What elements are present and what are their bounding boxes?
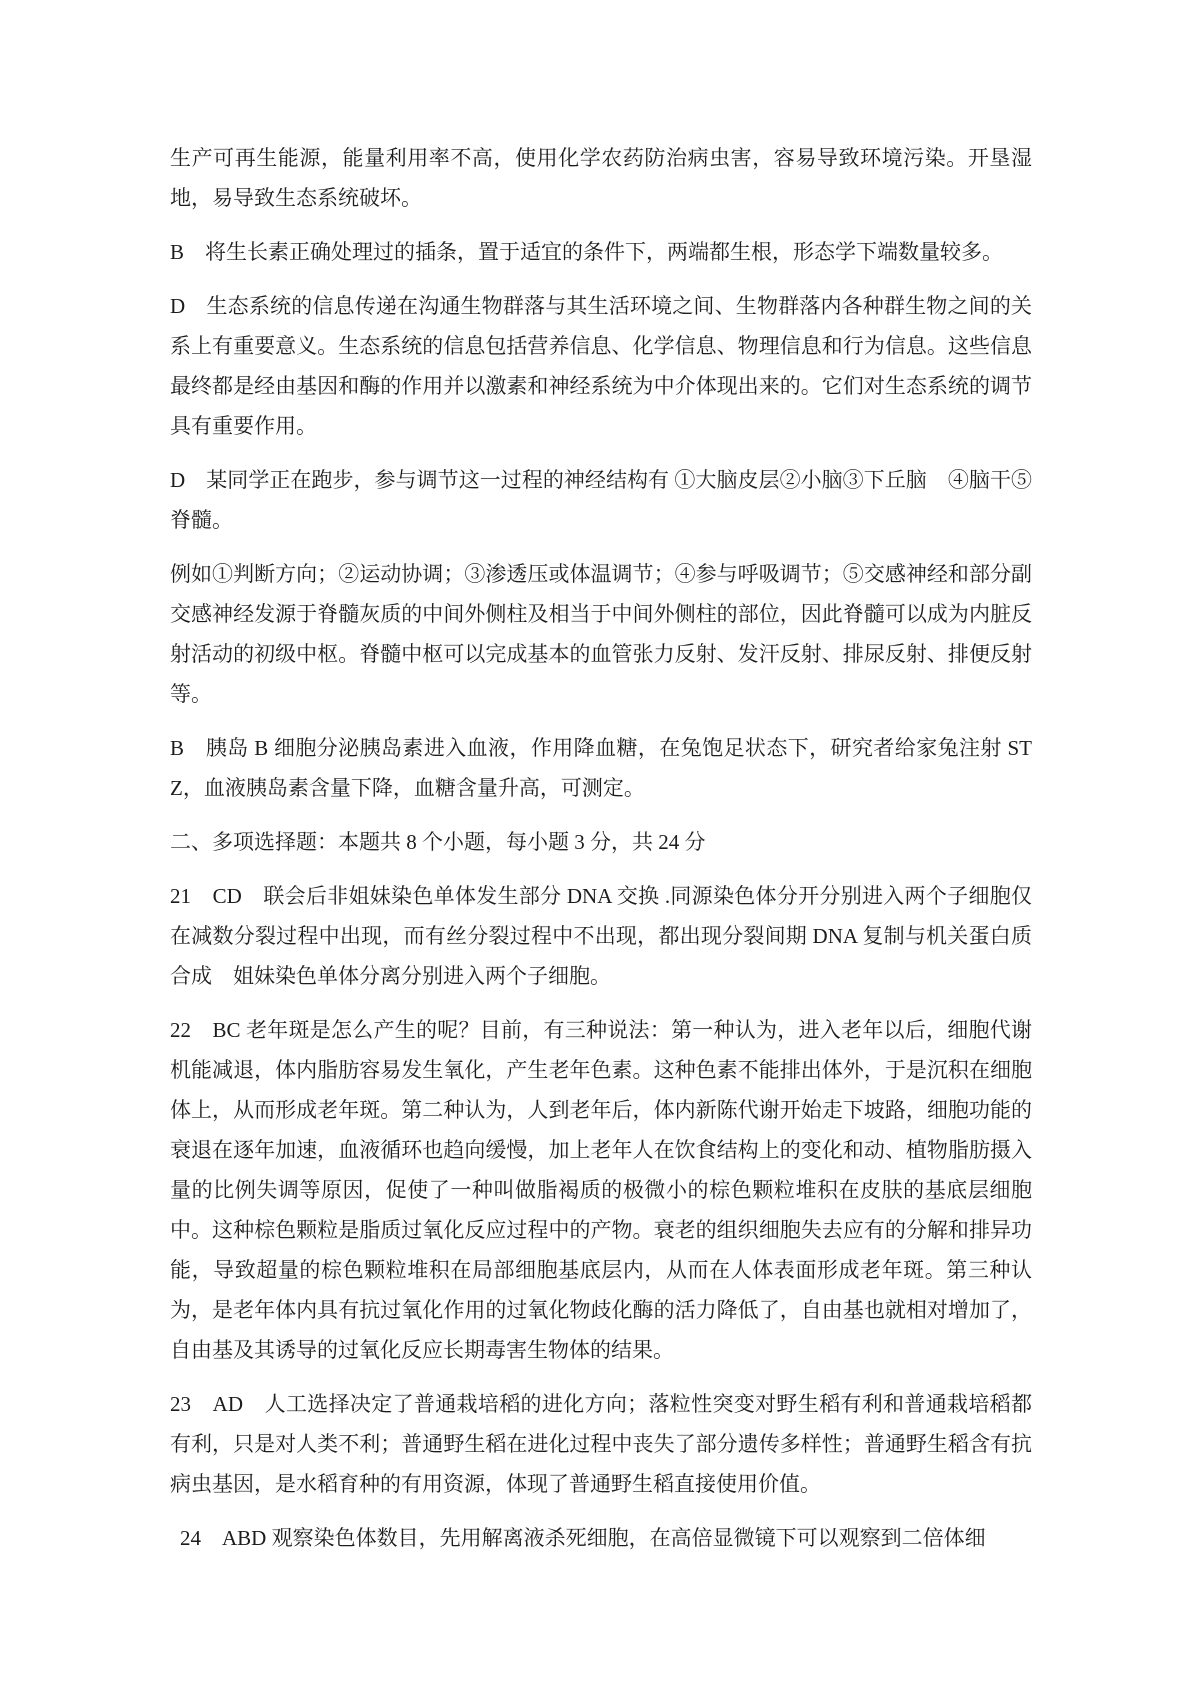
document-body bbox=[170, 138, 1032, 1558]
paragraph-renewable-energy: 生产可再生能源，能量利用率不高，使用化学农药防治病虫害，容易导致环境污染。开垦湿地，易导致生态系统破坏。 bbox=[170, 146, 1032, 210]
paragraph-answer-d-running-neural-structures: D 某同学正在跑步，参与调节这一过程的神经结构有 ①大脑皮层②小脑③下丘脑 ④脑干⑤脊髓。 bbox=[170, 468, 1032, 532]
paragraph-question-21-cd: 21 CD 联会后非姐妹染色单体发生部分 DNA 交换 .同源染色体分开分别进入两个子细胞仅在减数分裂过程中出现，而有丝分裂过程中不出现，都出现分裂间期 DNA 复制与机关蛋白质合成 姐妹染色单体分离分别进入两个子细胞。 bbox=[170, 884, 1032, 988]
paragraph-question-24-abd-chromosome-count: 24 ABD 观察染色体数目，先用解离液杀死细胞，在高倍显微镜下可以观察到二倍体细 bbox=[180, 1526, 986, 1550]
paragraph-answer-d-ecosystem-information: D 生态系统的信息传递在沟通生物群落与其生活环境之间、生物群落内各种群生物之间的关系上有重要意义。生态系统的信息包括营养信息、化学信息、物理信息和行为信息。这些信息最终都是经由基因和酶的作用并以激素和神经系统为中介体现出来的。它们对生态系统的调节具有重要作用。 bbox=[170, 294, 1032, 438]
paragraph-note-spinal-cord-functions: 例如①判断方向；②运动协调；③渗透压或体温调节；④参与呼吸调节；⑤交感神经和部分副交感神经发源于脊髓灰质的中间外侧柱及相当于中间外侧柱的部位，因此脊髓可以成为内脏反射活动的初级中枢。脊髓中枢可以完成基本的血管张力反射、发汗反射、排尿反射、排便反射等。 bbox=[170, 562, 1032, 706]
section-heading-multiple-choice: 二、多项选择题：本题共 8 个小题，每小题 3 分，共 24 分 bbox=[170, 830, 706, 854]
paragraph-answer-b-auxin-cutting: B 将生长素正确处理过的插条，置于适宜的条件下，两端都生根，形态学下端数量较多。 bbox=[170, 240, 1004, 264]
paragraph-question-22-bc-age-spots: 22 BC 老年斑是怎么产生的呢？目前，有三种说法：第一种认为，进入老年以后，细胞代谢机能减退，体内脂肪容易发生氧化，产生老年色素。这种色素不能排出体外，于是沉积在细胞体上，从而形成老年斑。第二种认为，人到老年后，体内新陈代谢开始走下坡路，细胞功能的衰退在逐年加速，血液循环也趋向缓慢，加上老年人在饮食结构上的变化和动、植物脂肪摄入量的比例失调等原因，促使了一种叫做脂褐质的极微小的棕色颗粒堆积在皮肤的基底层细胞中。这种棕色颗粒是脂质过氧化反应过程中的产物。衰老的组织细胞失去应有的分解和排异功能，导致超量的棕色颗粒堆积在局部细胞基底层内，从而在人体表面形成老年斑。第三种认为，是老年体内具有抗过氧化作用的过氧化物歧化酶的活力降低了，自由基也就相对增加了，自由基及其诱导的过氧化反应长期毒害生物体的结果。 bbox=[170, 1018, 1032, 1362]
paragraph-answer-b-insulin-stz: B 胰岛 B 细胞分泌胰岛素进入血液，作用降血糖，在兔饱足状态下，研究者给家兔注射 STZ，血液胰岛素含量下降，血糖含量升高，可测定。 bbox=[170, 736, 1032, 800]
paragraph-question-23-ad-rice-selection: 23 AD 人工选择决定了普通栽培稻的进化方向；落粒性突变对野生稻有利和普通栽培稻都有利，只是对人类不利；普通野生稻在进化过程中丧失了部分遗传多样性；普通野生稻含有抗病虫基因，是水稻育种的有用资源，体现了普通野生稻直接使用价值。 bbox=[170, 1392, 1032, 1496]
